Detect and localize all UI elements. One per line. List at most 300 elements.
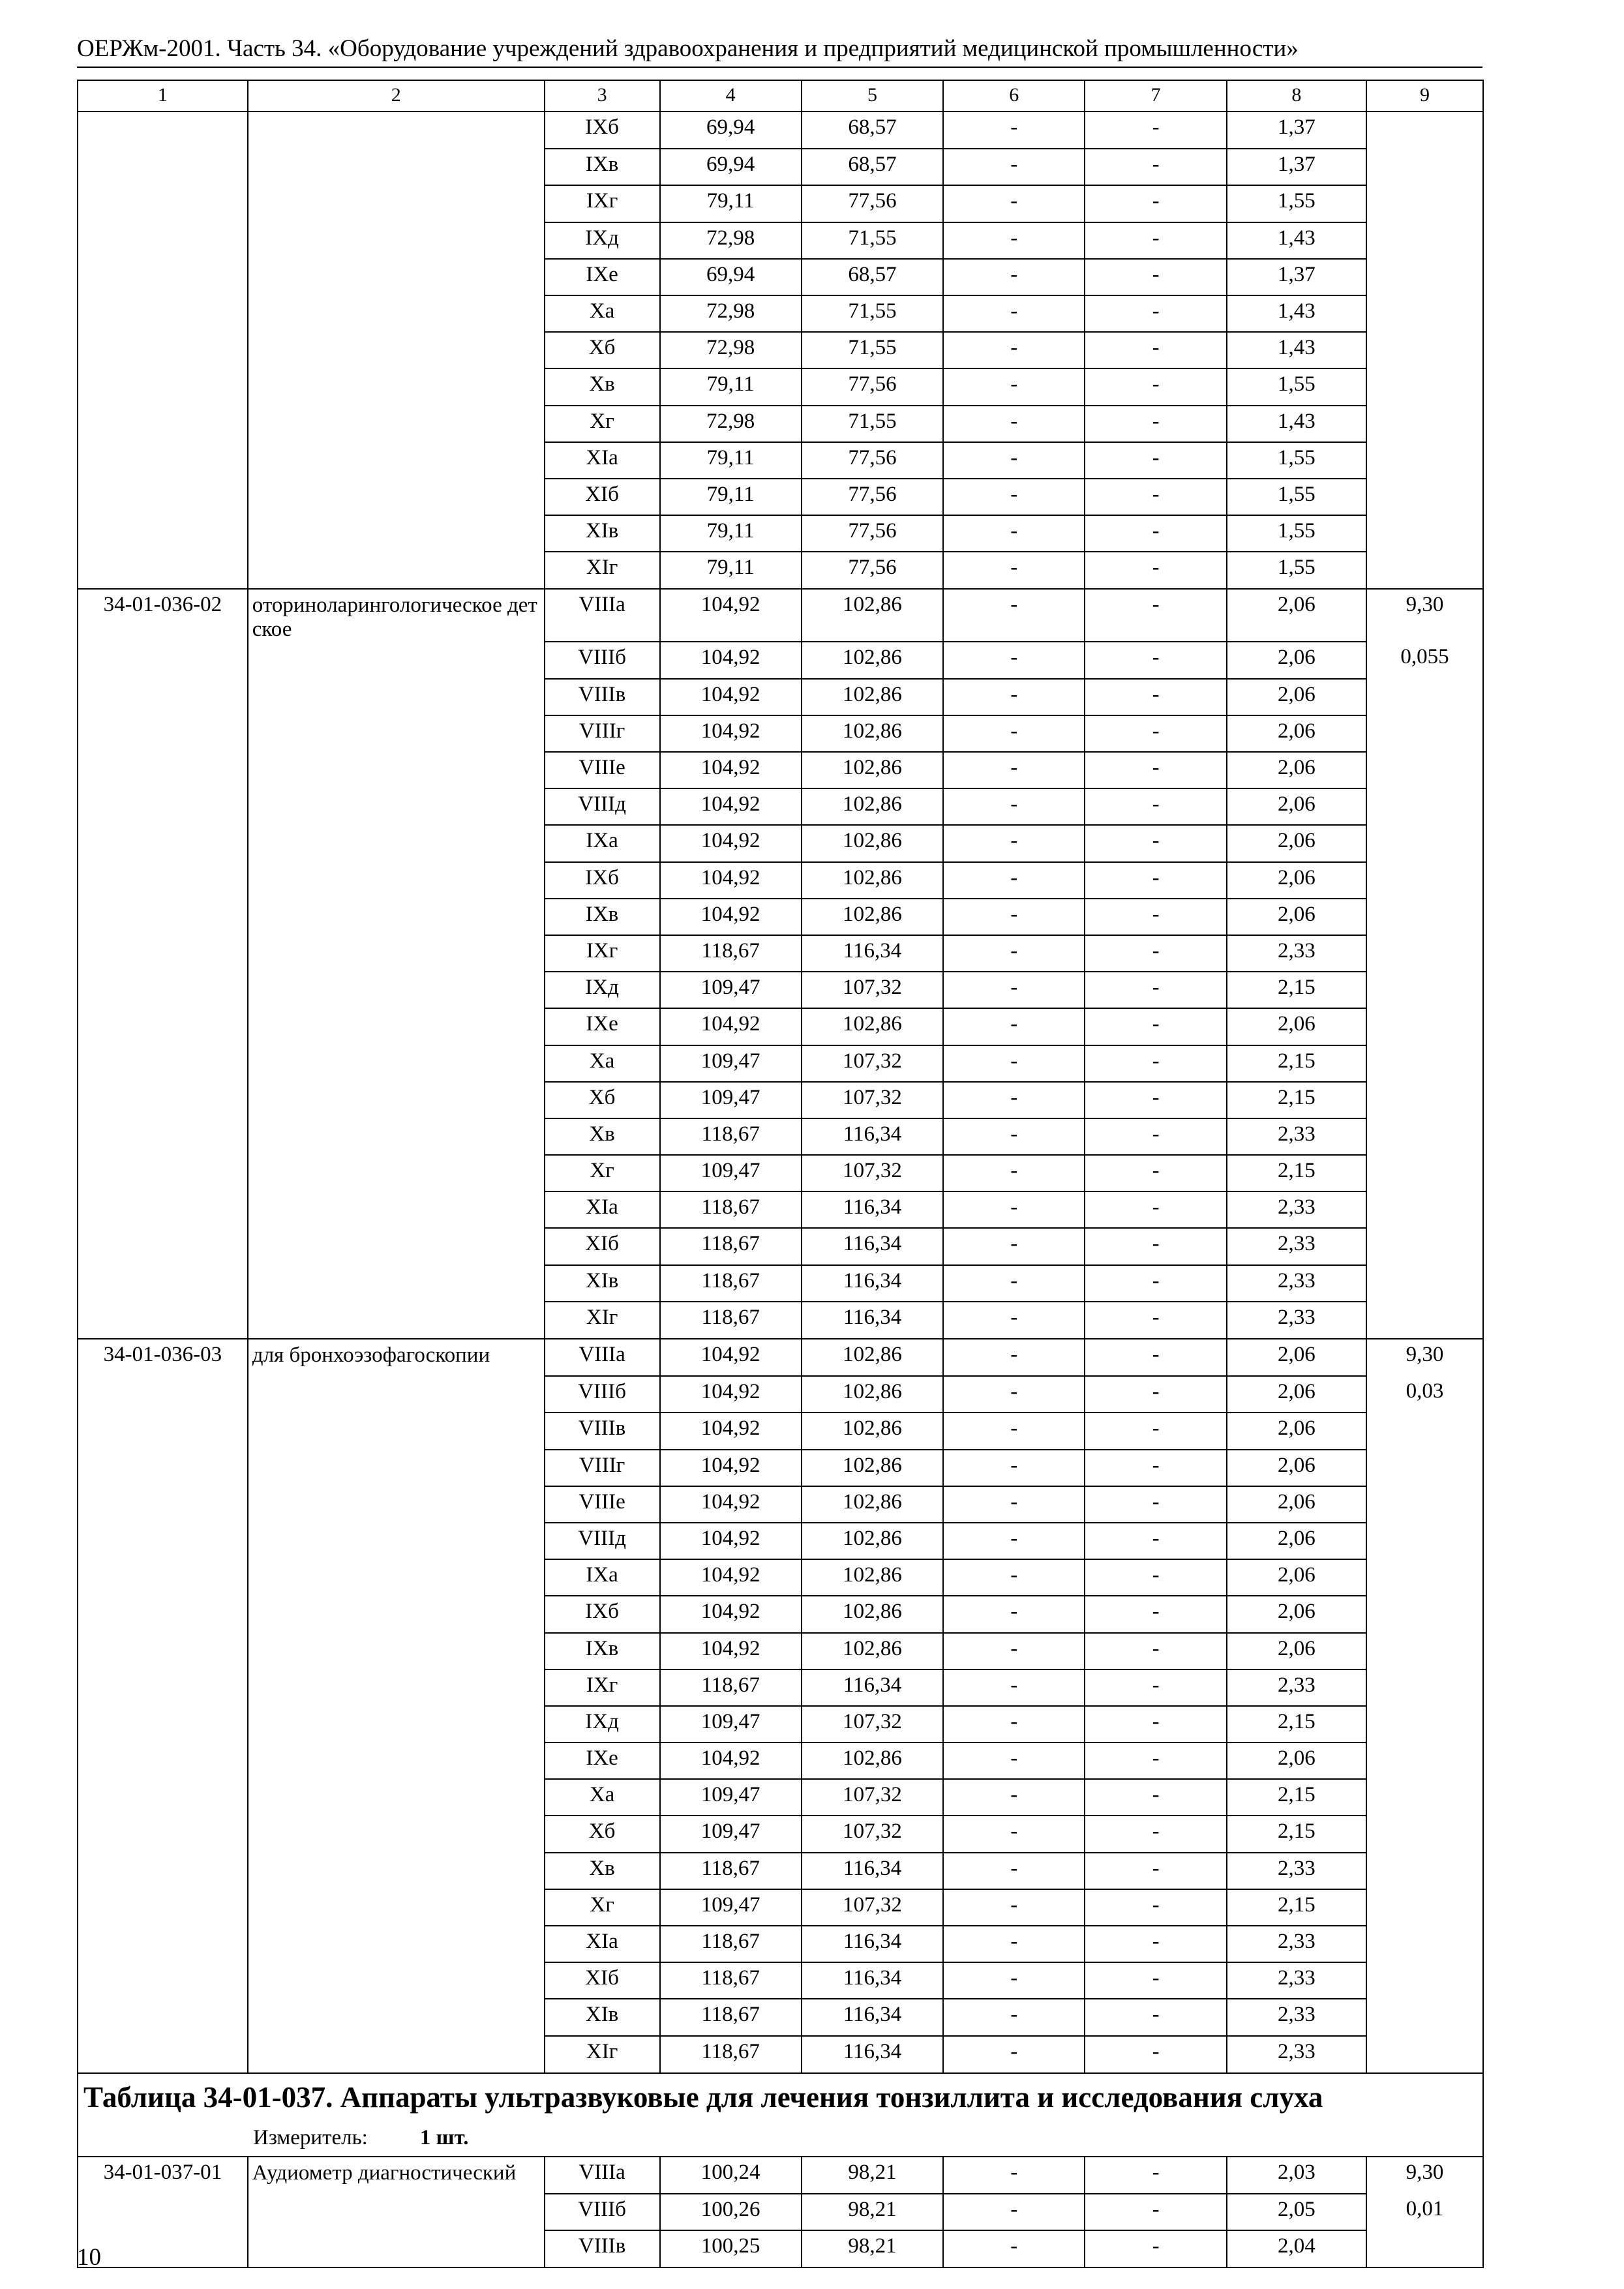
value-cell: 107,32 xyxy=(802,1155,943,1191)
name-cell xyxy=(248,1486,545,1523)
value-cell: - xyxy=(1085,442,1226,479)
value-cell: - xyxy=(1085,1889,1226,1926)
col9-cell xyxy=(1366,1155,1483,1191)
value-cell: 79,11 xyxy=(660,515,802,552)
value-cell: - xyxy=(943,1999,1085,2035)
value-cell: 104,92 xyxy=(660,1339,802,1376)
value-cell: 1,55 xyxy=(1227,185,1366,222)
value-cell: - xyxy=(943,1082,1085,1118)
value-cell: IXг xyxy=(545,185,660,222)
value-cell: Xб xyxy=(545,1816,660,1852)
value-cell: 2,33 xyxy=(1227,1926,1366,1962)
col9-cell: 0,03 xyxy=(1366,1376,1483,1413)
value-cell: 2,06 xyxy=(1227,1008,1366,1045)
value-cell: 69,94 xyxy=(660,149,802,185)
value-cell: 104,92 xyxy=(660,1008,802,1045)
value-cell: VIIIб xyxy=(545,642,660,678)
value-cell: - xyxy=(943,1523,1085,1559)
table-body xyxy=(78,80,1483,2267)
col9-cell xyxy=(1366,1228,1483,1264)
name-cell xyxy=(248,1889,545,1926)
value-cell: - xyxy=(1085,679,1226,715)
value-cell: IXб xyxy=(545,1596,660,1632)
value-cell: 1,43 xyxy=(1227,406,1366,442)
table-row xyxy=(78,1743,1483,1779)
value-cell: XIб xyxy=(545,479,660,515)
name-cell xyxy=(248,1450,545,1486)
code-cell xyxy=(78,1523,248,1559)
value-cell: 104,92 xyxy=(660,715,802,752)
value-cell: Xб xyxy=(545,1082,660,1118)
table-row xyxy=(78,1302,1483,1339)
value-cell: - xyxy=(1085,1779,1226,1816)
value-cell: - xyxy=(1085,1045,1226,1082)
value-cell: 2,15 xyxy=(1227,1082,1366,1118)
value-cell: - xyxy=(1085,1706,1226,1743)
name-cell xyxy=(248,295,545,332)
value-cell: 1,37 xyxy=(1227,259,1366,295)
value-cell: - xyxy=(943,185,1085,222)
value-cell: - xyxy=(943,1596,1085,1632)
value-cell: 98,21 xyxy=(802,2157,943,2194)
value-cell: VIIIв xyxy=(545,679,660,715)
table-row xyxy=(78,1889,1483,1926)
value-cell: 2,33 xyxy=(1227,1228,1366,1264)
value-cell: 79,11 xyxy=(660,552,802,589)
value-cell: - xyxy=(943,259,1085,295)
value-cell: - xyxy=(1085,295,1226,332)
value-cell: - xyxy=(1085,1559,1226,1596)
code-cell xyxy=(78,1045,248,1082)
code-cell xyxy=(78,1853,248,1889)
value-cell: - xyxy=(1085,1523,1226,1559)
name-cell xyxy=(248,332,545,368)
value-cell: VIIIв xyxy=(545,2230,660,2267)
code-cell xyxy=(78,1265,248,1302)
code-cell xyxy=(78,1816,248,1852)
name-cell xyxy=(248,1926,545,1962)
value-cell: 102,86 xyxy=(802,862,943,899)
value-cell: 102,86 xyxy=(802,1339,943,1376)
name-cell xyxy=(248,259,545,295)
value-cell: - xyxy=(943,112,1085,149)
value-cell: 2,06 xyxy=(1227,752,1366,788)
col9-cell xyxy=(1366,1926,1483,1962)
value-cell: 116,34 xyxy=(802,1999,943,2035)
name-cell xyxy=(248,752,545,788)
value-cell: 118,67 xyxy=(660,1228,802,1264)
value-cell: 116,34 xyxy=(802,2036,943,2073)
value-cell: 116,34 xyxy=(802,1265,943,1302)
code-cell xyxy=(78,1450,248,1486)
value-cell: - xyxy=(943,1669,1085,1706)
value-cell: - xyxy=(943,406,1085,442)
value-cell: Xг xyxy=(545,406,660,442)
name-cell xyxy=(248,149,545,185)
name-cell: для бронхоэзофагоскопии xyxy=(248,1339,545,1376)
code-cell xyxy=(78,1082,248,1118)
value-cell: 2,06 xyxy=(1227,1339,1366,1376)
name-cell xyxy=(248,1999,545,2035)
table-row xyxy=(78,899,1483,935)
value-cell: 102,86 xyxy=(802,1559,943,1596)
name-cell xyxy=(248,1155,545,1191)
col9-cell xyxy=(1366,442,1483,479)
value-cell: XIб xyxy=(545,1228,660,1264)
value-cell: 2,15 xyxy=(1227,1816,1366,1852)
value-cell: - xyxy=(1085,479,1226,515)
value-cell: 77,56 xyxy=(802,515,943,552)
name-cell xyxy=(248,1191,545,1228)
value-cell: - xyxy=(943,1486,1085,1523)
table-title-cell xyxy=(78,2073,1483,2157)
value-cell: 2,06 xyxy=(1227,715,1366,752)
code-cell xyxy=(78,515,248,552)
value-cell: 104,92 xyxy=(660,825,802,861)
name-cell xyxy=(248,552,545,589)
value-cell: - xyxy=(1085,1008,1226,1045)
value-cell: - xyxy=(1085,1265,1226,1302)
table-row xyxy=(78,1118,1483,1155)
value-cell: 116,34 xyxy=(802,1191,943,1228)
value-cell: 102,86 xyxy=(802,825,943,861)
table-row xyxy=(78,1523,1483,1559)
value-cell: - xyxy=(1085,112,1226,149)
name-cell xyxy=(248,1962,545,1999)
code-cell xyxy=(78,1228,248,1264)
value-cell: - xyxy=(1085,752,1226,788)
name-cell xyxy=(248,112,545,149)
value-cell: - xyxy=(943,1302,1085,1339)
value-cell: - xyxy=(943,149,1085,185)
value-cell: IXе xyxy=(545,1743,660,1779)
value-cell: 77,56 xyxy=(802,479,943,515)
name-cell xyxy=(248,1228,545,1264)
name-cell xyxy=(248,1853,545,1889)
value-cell: 77,56 xyxy=(802,368,943,405)
table-row xyxy=(78,479,1483,515)
value-cell: VIIIб xyxy=(545,2194,660,2230)
table-row xyxy=(78,259,1483,295)
value-cell: XIа xyxy=(545,442,660,479)
value-cell: 68,57 xyxy=(802,259,943,295)
value-cell: 79,11 xyxy=(660,368,802,405)
code-cell xyxy=(78,972,248,1008)
column-number-cell: 1 xyxy=(78,80,248,112)
code-cell xyxy=(78,1155,248,1191)
column-number-cell: 5 xyxy=(802,80,943,112)
value-cell: - xyxy=(1085,552,1226,589)
code-cell xyxy=(78,149,248,185)
code-cell xyxy=(78,2230,248,2267)
name-cell xyxy=(248,862,545,899)
rates-table xyxy=(77,80,1484,2268)
name-cell xyxy=(248,222,545,259)
code-cell xyxy=(78,788,248,825)
name-cell xyxy=(248,715,545,752)
value-cell: - xyxy=(943,935,1085,972)
value-cell: - xyxy=(943,788,1085,825)
code-cell xyxy=(78,679,248,715)
code-cell xyxy=(78,222,248,259)
value-cell: - xyxy=(1085,589,1226,642)
name-cell xyxy=(248,679,545,715)
value-cell: IXв xyxy=(545,149,660,185)
value-cell: XIб xyxy=(545,1962,660,1999)
name-cell xyxy=(248,1302,545,1339)
value-cell: - xyxy=(1085,185,1226,222)
value-cell: 107,32 xyxy=(802,1816,943,1852)
name-cell xyxy=(248,1523,545,1559)
value-cell: IXб xyxy=(545,862,660,899)
value-cell: 104,92 xyxy=(660,1596,802,1632)
value-cell: 2,06 xyxy=(1227,1450,1366,1486)
code-cell xyxy=(78,752,248,788)
value-cell: - xyxy=(1085,1962,1226,1999)
value-cell: 72,98 xyxy=(660,332,802,368)
value-cell: 2,15 xyxy=(1227,1045,1366,1082)
table-row xyxy=(78,2230,1483,2267)
table-row xyxy=(78,1926,1483,1962)
value-cell: 2,06 xyxy=(1227,862,1366,899)
col9-cell xyxy=(1366,406,1483,442)
value-cell: - xyxy=(943,1926,1085,1962)
value-cell: XIа xyxy=(545,1191,660,1228)
table-row xyxy=(78,1155,1483,1191)
value-cell: - xyxy=(1085,149,1226,185)
name-cell xyxy=(248,899,545,935)
table-row xyxy=(78,1045,1483,1082)
value-cell: 104,92 xyxy=(660,589,802,642)
value-cell: Xв xyxy=(545,1853,660,1889)
code-cell xyxy=(78,1962,248,1999)
col9-cell xyxy=(1366,1523,1483,1559)
value-cell: - xyxy=(943,972,1085,1008)
value-cell: 1,37 xyxy=(1227,149,1366,185)
code-cell xyxy=(78,2194,248,2230)
page-header: ОЕРЖм-2001. Часть 34. «Оборудование учреждений здравоохранения и предприятий медицинской промышленности» xyxy=(77,34,1482,68)
code-cell xyxy=(78,1779,248,1816)
name-cell xyxy=(248,1413,545,1449)
name-cell xyxy=(248,1376,545,1413)
value-cell: - xyxy=(943,1743,1085,1779)
value-cell: 2,05 xyxy=(1227,2194,1366,2230)
table-row xyxy=(78,1853,1483,1889)
value-cell: 104,92 xyxy=(660,1413,802,1449)
col9-cell xyxy=(1366,1816,1483,1852)
value-cell: 102,86 xyxy=(802,1486,943,1523)
col9-cell xyxy=(1366,222,1483,259)
value-cell: 2,06 xyxy=(1227,899,1366,935)
value-cell: 1,37 xyxy=(1227,112,1366,149)
value-cell: 118,67 xyxy=(660,1118,802,1155)
value-cell: Xг xyxy=(545,1155,660,1191)
table-row xyxy=(78,1633,1483,1669)
value-cell: 107,32 xyxy=(802,1706,943,1743)
table-row xyxy=(78,1706,1483,1743)
name-cell xyxy=(248,935,545,972)
value-cell: - xyxy=(943,2230,1085,2267)
value-cell: 2,06 xyxy=(1227,788,1366,825)
col9-cell xyxy=(1366,1889,1483,1926)
value-cell: - xyxy=(943,2157,1085,2194)
value-cell: - xyxy=(943,1228,1085,1264)
value-cell: IXд xyxy=(545,972,660,1008)
code-cell xyxy=(78,1999,248,2035)
value-cell: - xyxy=(1085,1376,1226,1413)
col9-cell xyxy=(1366,112,1483,149)
name-cell xyxy=(248,1118,545,1155)
value-cell: 2,06 xyxy=(1227,1523,1366,1559)
value-cell: - xyxy=(1085,2194,1226,2230)
name-cell xyxy=(248,642,545,678)
value-cell: Xг xyxy=(545,1889,660,1926)
value-cell: 2,33 xyxy=(1227,2036,1366,2073)
name-cell xyxy=(248,1669,545,1706)
value-cell: 79,11 xyxy=(660,479,802,515)
value-cell: VIIIг xyxy=(545,715,660,752)
value-cell: Xа xyxy=(545,1779,660,1816)
col9-cell xyxy=(1366,1118,1483,1155)
table-row xyxy=(78,1191,1483,1228)
value-cell: 79,11 xyxy=(660,185,802,222)
value-cell: 1,55 xyxy=(1227,368,1366,405)
col9-cell xyxy=(1366,972,1483,1008)
col9-cell xyxy=(1366,149,1483,185)
value-cell: 2,33 xyxy=(1227,935,1366,972)
name-cell xyxy=(248,1816,545,1852)
value-cell: - xyxy=(1085,1118,1226,1155)
value-cell: IXб xyxy=(545,112,660,149)
table-row xyxy=(78,1376,1483,1413)
name-cell xyxy=(248,406,545,442)
value-cell: 109,47 xyxy=(660,1082,802,1118)
value-cell: IXв xyxy=(545,1633,660,1669)
col9-cell xyxy=(1366,479,1483,515)
value-cell: 107,32 xyxy=(802,1889,943,1926)
column-number-cell: 3 xyxy=(545,80,660,112)
value-cell: - xyxy=(1085,862,1226,899)
name-cell xyxy=(248,1743,545,1779)
value-cell: 102,86 xyxy=(802,1523,943,1559)
table-row xyxy=(78,149,1483,185)
value-cell: 116,34 xyxy=(802,1302,943,1339)
measure-label: Измеритель: xyxy=(253,2125,368,2149)
value-cell: - xyxy=(943,825,1085,861)
table-row xyxy=(78,112,1483,149)
value-cell: 2,06 xyxy=(1227,825,1366,861)
column-number-cell: 6 xyxy=(943,80,1085,112)
value-cell: 2,15 xyxy=(1227,1889,1366,1926)
value-cell: - xyxy=(1085,368,1226,405)
name-cell xyxy=(248,515,545,552)
value-cell: - xyxy=(1085,642,1226,678)
value-cell: - xyxy=(943,295,1085,332)
col9-cell: 9,30 xyxy=(1366,589,1483,642)
col9-cell xyxy=(1366,1082,1483,1118)
value-cell: 2,06 xyxy=(1227,1376,1366,1413)
value-cell: IXг xyxy=(545,935,660,972)
code-cell xyxy=(78,1008,248,1045)
value-cell: - xyxy=(943,1779,1085,1816)
table-row xyxy=(78,1228,1483,1264)
value-cell: 2,33 xyxy=(1227,1302,1366,1339)
value-cell: - xyxy=(943,515,1085,552)
code-cell xyxy=(78,1486,248,1523)
value-cell: - xyxy=(943,1413,1085,1449)
value-cell: 2,06 xyxy=(1227,589,1366,642)
value-cell: - xyxy=(1085,1853,1226,1889)
value-cell: 102,86 xyxy=(802,1596,943,1632)
table-row xyxy=(78,2157,1483,2194)
value-cell: 2,33 xyxy=(1227,1118,1366,1155)
table-row xyxy=(78,2036,1483,2073)
value-cell: - xyxy=(1085,1082,1226,1118)
value-cell: 2,15 xyxy=(1227,1779,1366,1816)
col9-cell xyxy=(1366,1413,1483,1449)
value-cell: 69,94 xyxy=(660,259,802,295)
value-cell: XIг xyxy=(545,1302,660,1339)
value-cell: 68,57 xyxy=(802,149,943,185)
value-cell: - xyxy=(943,1962,1085,1999)
name-cell xyxy=(248,1082,545,1118)
table-row xyxy=(78,1265,1483,1302)
value-cell: 118,67 xyxy=(660,1962,802,1999)
value-cell: 118,67 xyxy=(660,935,802,972)
value-cell: 2,06 xyxy=(1227,642,1366,678)
value-cell: 1,55 xyxy=(1227,442,1366,479)
name-cell xyxy=(248,1265,545,1302)
value-cell: 1,55 xyxy=(1227,552,1366,589)
code-cell xyxy=(78,295,248,332)
value-cell: VIIIа xyxy=(545,2157,660,2194)
value-cell: 2,15 xyxy=(1227,972,1366,1008)
value-cell: - xyxy=(1085,788,1226,825)
value-cell: - xyxy=(1085,2230,1226,2267)
value-cell: - xyxy=(943,368,1085,405)
value-cell: - xyxy=(1085,1413,1226,1449)
table-row xyxy=(78,1999,1483,2035)
value-cell: - xyxy=(1085,2157,1226,2194)
code-cell xyxy=(78,1706,248,1743)
column-number-cell: 4 xyxy=(660,80,802,112)
value-cell: 109,47 xyxy=(660,1779,802,1816)
value-cell: - xyxy=(1085,935,1226,972)
value-cell: 2,15 xyxy=(1227,1706,1366,1743)
name-cell xyxy=(248,825,545,861)
col9-cell xyxy=(1366,825,1483,861)
col9-cell xyxy=(1366,1265,1483,1302)
value-cell: Xб xyxy=(545,332,660,368)
table-row xyxy=(78,2194,1483,2230)
value-cell: 102,86 xyxy=(802,1633,943,1669)
value-cell: IXе xyxy=(545,259,660,295)
table-row xyxy=(78,406,1483,442)
value-cell: 116,34 xyxy=(802,1853,943,1889)
value-cell: 118,67 xyxy=(660,1669,802,1706)
value-cell: 104,92 xyxy=(660,642,802,678)
value-cell: 118,67 xyxy=(660,1191,802,1228)
col9-cell xyxy=(1366,295,1483,332)
col9-cell xyxy=(1366,679,1483,715)
name-cell xyxy=(248,368,545,405)
value-cell: 104,92 xyxy=(660,1633,802,1669)
value-cell: 2,15 xyxy=(1227,1155,1366,1191)
table-row xyxy=(78,442,1483,479)
value-cell: 102,86 xyxy=(802,899,943,935)
value-cell: 116,34 xyxy=(802,1228,943,1264)
code-cell xyxy=(78,715,248,752)
